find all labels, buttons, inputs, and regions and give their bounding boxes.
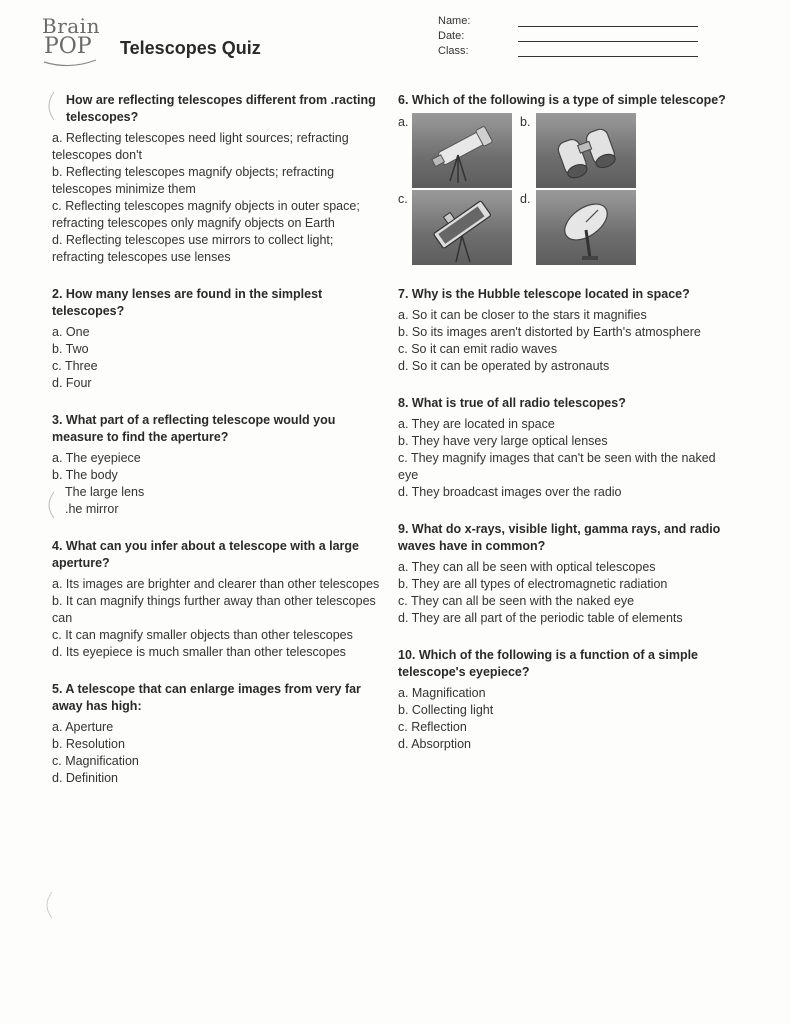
answer-option[interactable]: b. It can magnify things further away than other telescopes can bbox=[52, 594, 376, 625]
date-line[interactable] bbox=[518, 33, 698, 42]
question-1 bbox=[52, 92, 382, 266]
answer-option[interactable]: a. Reflecting telescopes need light sources; refracting telescopes don't bbox=[52, 131, 349, 162]
answer-option[interactable]: b. Resolution bbox=[52, 737, 125, 751]
answer-option[interactable]: d. They broadcast images over the radio bbox=[398, 485, 622, 499]
question-7 bbox=[398, 286, 728, 375]
refracting-telescope-icon bbox=[412, 113, 512, 188]
date-field[interactable] bbox=[438, 27, 698, 42]
class-field[interactable] bbox=[438, 42, 698, 57]
left-column bbox=[52, 92, 382, 807]
answer-option[interactable]: c. They can all be seen with the naked eye bbox=[398, 594, 635, 608]
question-text: 8. What is true of all radio telescopes? bbox=[398, 396, 626, 410]
question-text: 4. What can you infer about a telescope with a large aperture? bbox=[52, 539, 360, 570]
answer-option[interactable]: d. They are all part of the periodic table of elements bbox=[398, 611, 683, 625]
right-column bbox=[398, 92, 728, 773]
answer-option[interactable]: a. Magnification bbox=[398, 686, 486, 700]
answer-option[interactable]: d. Absorption bbox=[398, 737, 471, 751]
question-6 bbox=[398, 92, 728, 266]
question-text: 7. Why is the Hubble telescope located in space? bbox=[398, 287, 690, 301]
question-text: 2. How many lenses are found in the simplest telescopes? bbox=[52, 287, 323, 318]
answer-option[interactable]: a. One bbox=[52, 325, 90, 339]
class-line[interactable] bbox=[518, 48, 698, 57]
answer-option[interactable]: b. The body bbox=[52, 468, 118, 482]
option-label: a. bbox=[398, 115, 409, 129]
answer-option[interactable]: a. Its images are brighter and clearer than other telescopes bbox=[52, 577, 380, 591]
answer-option[interactable]: c. Three bbox=[52, 359, 98, 373]
answer-option[interactable]: The large lens bbox=[65, 485, 145, 499]
answer-option[interactable]: d. Definition bbox=[52, 771, 119, 785]
image-option-c[interactable] bbox=[412, 190, 512, 265]
answer-option[interactable]: b. Reflecting telescopes magnify objects; refracting telescopes minimize them bbox=[52, 165, 335, 196]
answer-option[interactable]: a. They can all be seen with optical telescopes bbox=[398, 560, 656, 574]
option-label: d. bbox=[520, 192, 531, 206]
reflecting-telescope-icon bbox=[412, 190, 512, 265]
student-info-fields bbox=[438, 12, 698, 57]
answer-option[interactable]: c. So it can emit radio waves bbox=[398, 342, 558, 356]
answer-option[interactable]: c. It can magnify smaller objects than other telescopes bbox=[52, 628, 353, 642]
option-label: b. bbox=[520, 115, 531, 129]
logo-brain-text: Brain bbox=[42, 14, 100, 38]
radio-dish-icon bbox=[536, 190, 636, 265]
answer-option[interactable]: b. They are all types of electromagnetic radiation bbox=[398, 577, 668, 591]
answer-option[interactable]: a. So it can be closer to the stars it magnifies bbox=[398, 308, 647, 322]
question-4 bbox=[52, 538, 382, 661]
answer-option[interactable]: b. So its images aren't distorted by Earth's atmosphere bbox=[398, 325, 701, 339]
image-option-d[interactable] bbox=[536, 190, 636, 265]
date-label: Date: bbox=[438, 30, 465, 42]
question-text: 9. What do x-rays, visible light, gamma rays, and radio waves have in common? bbox=[398, 522, 721, 553]
logo-swoosh-icon bbox=[42, 58, 98, 68]
question-5 bbox=[52, 681, 382, 787]
question-text: How are reflecting telescopes different from .racting telescopes? bbox=[66, 93, 376, 124]
answer-option[interactable]: a. Aperture bbox=[52, 720, 114, 734]
answer-option[interactable]: c. Reflecting telescopes magnify objects in outer space; refracting telescopes only magnify objects on Earth bbox=[52, 199, 360, 230]
class-label: Class: bbox=[438, 45, 469, 57]
answer-option[interactable]: d. Four bbox=[52, 376, 92, 390]
name-label: Name: bbox=[438, 15, 471, 27]
brainpop-logo bbox=[42, 16, 102, 68]
name-field[interactable] bbox=[438, 12, 698, 27]
logo-pop-text: POP bbox=[44, 34, 92, 59]
name-line[interactable] bbox=[518, 18, 698, 27]
question-text: 6. Which of the following is a type of simple telescope? bbox=[398, 93, 726, 107]
answer-option[interactable]: d. Reflecting telescopes use mirrors to collect light; refracting telescopes use lenses bbox=[52, 233, 334, 264]
answer-option[interactable]: a. They are located in space bbox=[398, 417, 555, 431]
question-8 bbox=[398, 395, 728, 501]
hole-punch-mark-icon bbox=[42, 890, 54, 920]
image-option-b[interactable] bbox=[536, 113, 636, 188]
answer-option[interactable]: d. Its eyepiece is much smaller than other telescopes bbox=[52, 645, 346, 659]
question-9 bbox=[398, 521, 728, 627]
image-option-a[interactable] bbox=[412, 113, 512, 188]
question-2 bbox=[52, 286, 382, 392]
answer-option[interactable]: c. Reflection bbox=[398, 720, 467, 734]
answer-option[interactable]: b. They have very large optical lenses bbox=[398, 434, 608, 448]
question-text: 5. A telescope that can enlarge images from very far away has high: bbox=[52, 682, 361, 713]
answer-option[interactable]: a. The eyepiece bbox=[52, 451, 141, 465]
page-title: Telescopes Quiz bbox=[120, 38, 261, 58]
question-10 bbox=[398, 647, 728, 753]
answer-option[interactable]: c. Magnification bbox=[52, 754, 139, 768]
answer-option[interactable]: c. They magnify images that can't be seen with the naked eye bbox=[398, 451, 716, 482]
option-label: c. bbox=[398, 192, 408, 206]
question-text: 3. What part of a reflecting telescope would you measure to find the aperture? bbox=[52, 413, 336, 444]
answer-option[interactable]: b. Two bbox=[52, 342, 89, 356]
question-text: 10. Which of the following is a function of a simple telescope's eyepiece? bbox=[398, 648, 699, 679]
answer-option[interactable]: d. So it can be operated by astronauts bbox=[398, 359, 610, 373]
binoculars-icon bbox=[536, 113, 636, 188]
question-3 bbox=[52, 412, 382, 518]
answer-option[interactable]: b. Collecting light bbox=[398, 703, 494, 717]
answer-option[interactable]: .he mirror bbox=[65, 502, 119, 516]
image-options-grid bbox=[398, 113, 728, 266]
